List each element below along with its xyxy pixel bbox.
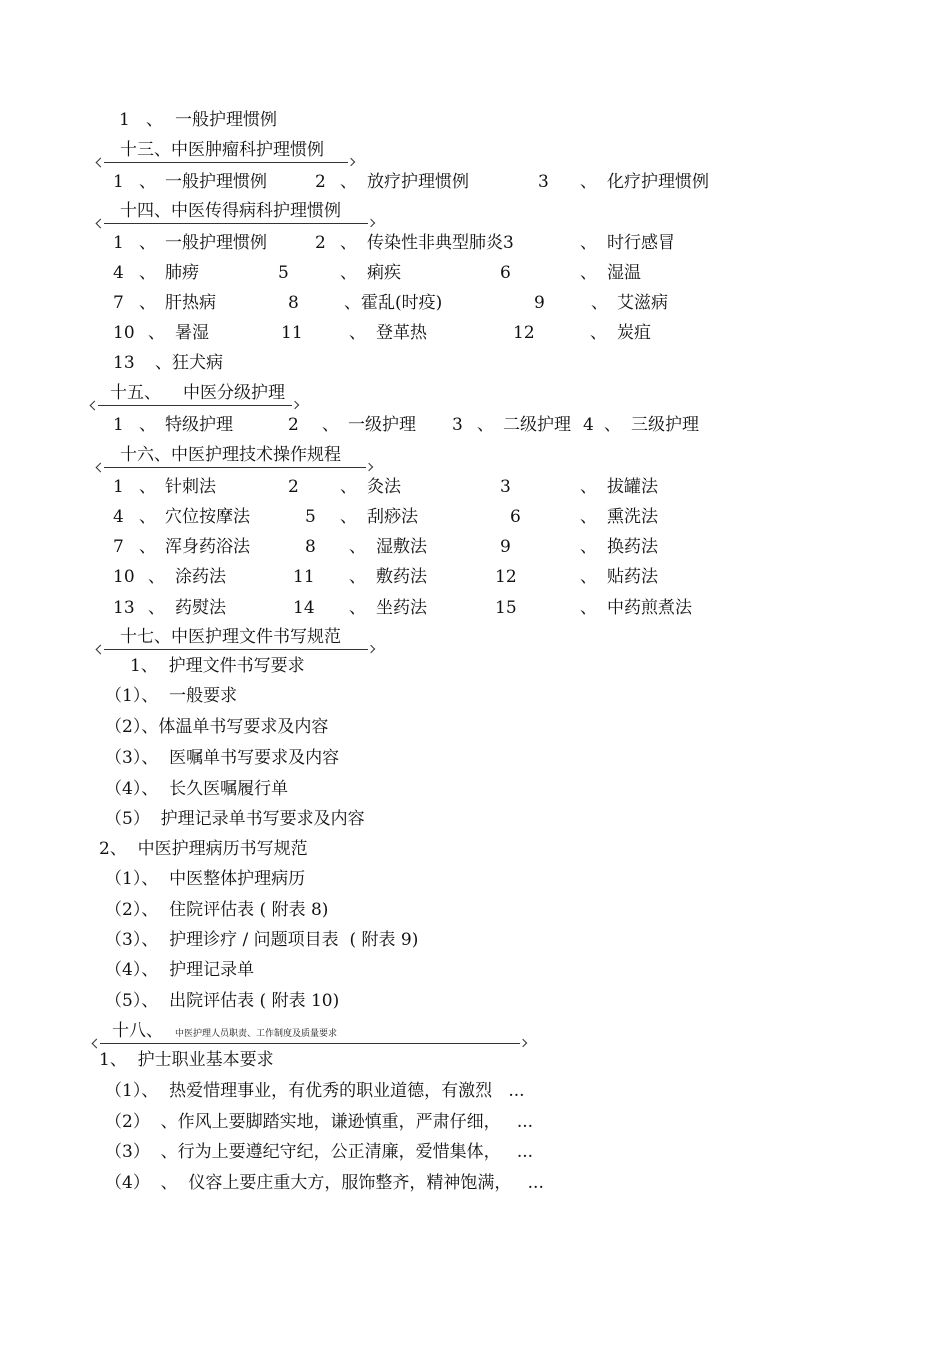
subsection-heading: 1、 护理文件书写要求 [130, 656, 305, 676]
list-item-text: 坐药法 [376, 598, 427, 618]
list-number: 7 [113, 293, 124, 313]
list-item-text: 痢疾 [367, 263, 401, 283]
section-heading-14: 十四、中医传得病科护理惯例 [120, 201, 341, 221]
list-number: 3 [452, 415, 463, 435]
list-item: （2）、体温单书写要求及内容 [105, 717, 329, 737]
list-item: （2） 、作风上要脚踏实地，谦逊慎重，严肃仔细， ... [105, 1112, 534, 1132]
list-separator: 、 [148, 323, 165, 343]
list-number: 9 [500, 537, 511, 557]
section-heading-16: 十六、中医护理技术操作规程 [120, 445, 341, 465]
list-item-text: 艾滋病 [617, 293, 668, 313]
list-separator: 、 [349, 567, 366, 587]
list-separator: 、 [340, 507, 357, 527]
list-separator: 、 [580, 263, 597, 283]
list-item: （2）、 住院评估表 ( 附表 8) [105, 900, 329, 920]
list-item: （3） 、行为上要遵纪守纪，公正清廉，爱惜集体， ... [105, 1142, 534, 1162]
list-separator: 、 [591, 293, 608, 313]
list-item-text: 登革热 [376, 323, 427, 343]
list-number: 8 [288, 293, 299, 313]
list-number: 3 [500, 477, 511, 497]
list-item-text: 拔罐法 [607, 477, 658, 497]
list-number: 8 [305, 537, 316, 557]
list-separator: 、 [139, 415, 156, 435]
list-item-text: 肝热病 [165, 293, 216, 313]
list-number: 13 [113, 353, 135, 373]
list-separator: 、 [146, 110, 163, 130]
heading-underline [104, 467, 366, 468]
list-item-text: 药熨法 [175, 598, 226, 618]
list-separator: 、 [477, 415, 494, 435]
list-item-text: 涂药法 [175, 567, 226, 587]
list-number: 10 [113, 567, 135, 587]
list-separator: 、 [580, 537, 597, 557]
list-item-text: 放疗护理惯例 [367, 172, 469, 192]
list-separator: 、 [148, 598, 165, 618]
list-item-text: 换药法 [607, 537, 658, 557]
list-item-text: 炭疽 [617, 323, 651, 343]
section-heading-13: 十三、中医肿瘤科护理惯例 [120, 140, 324, 160]
list-separator: 、 [139, 172, 156, 192]
list-number: 1 [113, 172, 124, 192]
list-separator: 、 [580, 567, 597, 587]
list-number: 6 [510, 507, 521, 527]
list-item-text: 熏洗法 [607, 507, 658, 527]
list-item-text: 传染性非典型肺炎3 [367, 233, 514, 253]
list-item-text: 湿温 [607, 263, 641, 283]
heading-underline [104, 223, 368, 224]
list-item-text: 灸法 [367, 477, 401, 497]
list-number: 4 [113, 263, 124, 283]
list-item-text: 、霍乱(时疫) [344, 293, 443, 313]
list-item-text: 三级护理 [631, 415, 699, 435]
section-heading-18: 中医护理人员职责、工作制度及质量要求 [175, 1029, 338, 1039]
list-separator: 、 [139, 477, 156, 497]
list-separator: 、 [148, 567, 165, 587]
list-item: （1）、 热爱惜理事业，有优秀的职业道德，有激烈 ... [105, 1081, 525, 1101]
list-separator: 、 [349, 323, 366, 343]
heading-underline [98, 405, 292, 406]
list-number: 10 [113, 323, 135, 343]
list-number: 3 [538, 172, 549, 192]
list-item-text: 湿敷法 [376, 537, 427, 557]
list-item-text: 一级护理 [348, 415, 416, 435]
list-number: 15 [495, 598, 517, 618]
list-number: 1 [113, 415, 124, 435]
list-item: （3）、 医嘱单书写要求及内容 [105, 748, 340, 768]
list-number: 11 [281, 323, 303, 343]
list-number: 6 [500, 263, 511, 283]
heading-underline [100, 1043, 520, 1044]
list-separator: 、 [604, 415, 621, 435]
list-number: 13 [113, 598, 135, 618]
list-separator: 、 [580, 477, 597, 497]
list-separator: 、 [340, 477, 357, 497]
section-heading-17: 十七、中医护理文件书写规范 [120, 627, 341, 647]
section-heading-15-number: 十五、 [110, 383, 161, 403]
subsection-heading: 1、 护士职业基本要求 [99, 1050, 274, 1070]
list-number: 5 [305, 507, 316, 527]
list-item-text: 穴位按摩法 [165, 507, 250, 527]
list-item: （5）、 出院评估表 ( 附表 10) [105, 991, 340, 1011]
list-number: 9 [534, 293, 545, 313]
list-separator: 、 [139, 233, 156, 253]
heading-underline [104, 649, 368, 650]
list-item-text: 一般护理惯例 [165, 233, 267, 253]
list-item: （5） 护理记录单书写要求及内容 [105, 809, 365, 829]
list-item-text: 肺痨 [165, 263, 199, 283]
list-number: 14 [293, 598, 315, 618]
list-number: 12 [513, 323, 535, 343]
list-separator: 、 [590, 323, 607, 343]
list-item-text: 特级护理 [165, 415, 233, 435]
list-item: （1）、 中医整体护理病历 [105, 869, 306, 889]
list-number: 7 [113, 537, 124, 557]
list-item-text: 针刺法 [165, 477, 216, 497]
list-number: 5 [278, 263, 289, 283]
list-separator: 、 [139, 263, 156, 283]
list-number: 12 [495, 567, 517, 587]
list-item-text: 暑湿 [175, 323, 209, 343]
list-item: （4）、 护理记录单 [105, 960, 255, 980]
list-number: 1 [113, 233, 124, 253]
list-separator: 、 [139, 507, 156, 527]
list-item: （3）、 护理诊疗 / 问题项目表 ( 附表 9) [105, 930, 419, 950]
list-item: （1）、 一般要求 [105, 686, 238, 706]
list-separator: 、 [580, 598, 597, 618]
list-item-text: 、狂犬病 [155, 353, 223, 373]
list-number: 2 [315, 233, 326, 253]
list-number: 1 [119, 110, 130, 130]
list-number: 2 [288, 415, 299, 435]
list-separator: 、 [349, 537, 366, 557]
list-item: （4）、 长久医嘱履行单 [105, 779, 289, 799]
list-separator: 、 [580, 507, 597, 527]
subsection-heading: 2、 中医护理病历书写规范 [99, 839, 308, 859]
list-separator: 、 [340, 263, 357, 283]
list-number: 2 [288, 477, 299, 497]
list-separator: 、 [139, 293, 156, 313]
list-separator: 、 [340, 172, 357, 192]
section-heading-15: 中医分级护理 [183, 383, 285, 403]
list-separator: 、 [349, 598, 366, 618]
list-separator: 、 [322, 415, 339, 435]
list-item: （4） 、 仪容上要庄重大方，服饰整齐，精神饱满， ... [105, 1173, 544, 1193]
list-separator: 、 [580, 172, 597, 192]
list-item-text: 贴药法 [607, 567, 658, 587]
list-item-text: 一般护理惯例 [165, 172, 267, 192]
list-item-text: 中药煎煮法 [607, 598, 692, 618]
list-separator: 、 [139, 537, 156, 557]
list-item-text: 敷药法 [376, 567, 427, 587]
list-number: 1 [113, 477, 124, 497]
list-item-text: 刮痧法 [367, 507, 418, 527]
list-separator: 、 [580, 233, 597, 253]
list-item-text: 化疗护理惯例 [607, 172, 709, 192]
list-number: 2 [315, 172, 326, 192]
list-item-text: 一般护理惯例 [175, 110, 277, 130]
list-item-text: 二级护理 [503, 415, 571, 435]
list-item-text: 浑身药浴法 [165, 537, 250, 557]
list-item-text: 时行感冒 [607, 233, 675, 253]
heading-underline [104, 162, 348, 163]
list-number: 4 [113, 507, 124, 527]
section-heading-18-number: 十八、 [112, 1021, 163, 1041]
list-separator: 、 [340, 233, 357, 253]
list-number: 4 [583, 415, 594, 435]
list-number: 11 [293, 567, 315, 587]
